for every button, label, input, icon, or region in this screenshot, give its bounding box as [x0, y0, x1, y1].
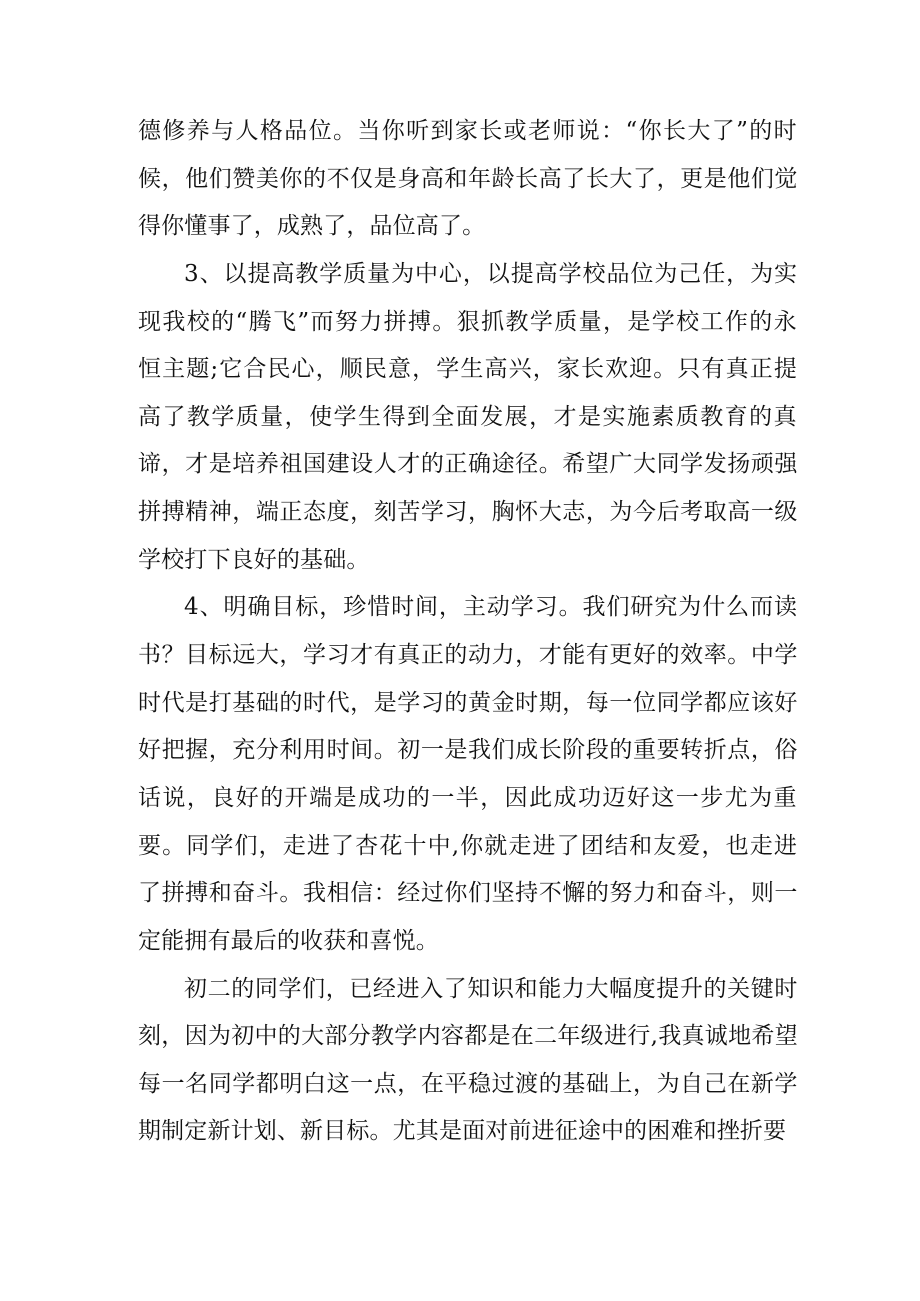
text-line: 要。同学们，走进了杏花十中,你就走进了团结和友爱，也走进	[138, 832, 798, 859]
text-line: 话说，良好的开端是成功的一半，因此成功迈好这一步尤为重	[138, 784, 798, 811]
text-line: 候，他们赞美你的不仅是身高和年龄长高了长大了，更是他们觉	[138, 165, 798, 192]
text-line: 3、以提高教学质量为中心，以提高学校品位为己任，为实	[184, 260, 798, 287]
text-line: 每一名同学都明白这一点，在平稳过渡的基础上，为自己在新学	[138, 1070, 798, 1097]
text-line: 现我校的“腾飞”而努力拼搏。狠抓教学质量，是学校工作的永	[138, 308, 798, 335]
text-line: 了拼搏和奋斗。我相信：经过你们坚持不懈的努力和奋斗，则一	[138, 880, 798, 907]
text-line: 得你懂事了，成熟了，品位高了。	[138, 213, 486, 240]
body-text	[138, 108, 798, 1156]
text-line: 刻，因为初中的大部分教学内容都是在二年级进行,我真诚地希望	[138, 1023, 798, 1050]
text-line: 期制定新计划、新目标。尤其是面对前进征途中的困难和挫折要	[138, 1118, 787, 1145]
text-line: 初二的同学们，已经进入了知识和能力大幅度提升的关键时	[184, 975, 798, 1002]
text-line: 时代是打基础的时代，是学习的黄金时期，每一位同学都应该好	[138, 689, 798, 716]
text-line: 学校打下良好的基础。	[138, 546, 370, 573]
text-line: 拼搏精神，端正态度，刻苦学习，胸怀大志，为今后考取高一级	[138, 499, 798, 526]
text-line: 高了教学质量，使学生得到全面发展，才是实施素质教育的真	[138, 403, 798, 430]
text-line: 书？目标远大，学习才有真正的动力，才能有更好的效率。中学	[138, 642, 798, 669]
text-line: 恒主题;它合民心，顺民意，学生高兴，家长欢迎。只有真正提	[138, 356, 798, 383]
text-line: 好把握，充分利用时间。初一是我们成长阶段的重要转折点，俗	[138, 737, 798, 764]
text-line: 4、明确目标，珍惜时间，主动学习。我们研究为什么而读	[184, 594, 798, 621]
text-line: 德修养与人格品位。当你听到家长或老师说：“你长大了”的时	[138, 118, 798, 144]
text-line: 谛，才是培养祖国建设人才的正确途径。希望广大同学发扬顽强	[138, 451, 798, 478]
text-line: 定能拥有最后的收获和喜悦。	[138, 927, 439, 954]
